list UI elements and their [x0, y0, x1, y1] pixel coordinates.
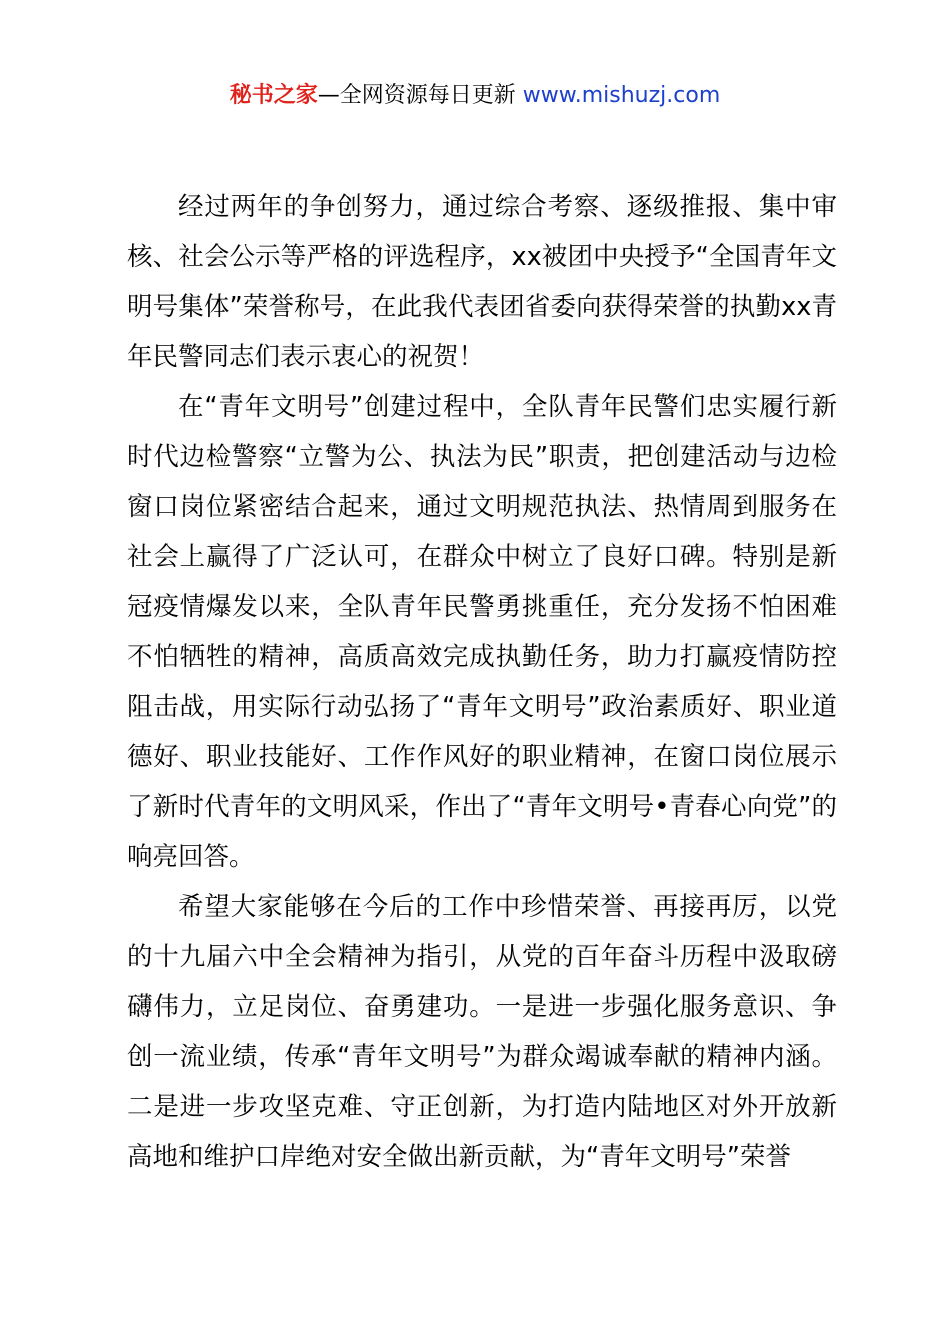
header-tagline: —全网资源每日更新	[317, 83, 516, 108]
paragraph-3: 希望大家能够在今后的工作中珍惜荣誉、再接再厉，以党的十九届六中全会精神为指引，从党的百年奋斗历程中汲取磅礴伟力，立足岗位、奋勇建功。一是进一步强化服务意识、争创一流业绩，传承“青年文明号”为群众竭诚奉献的精神内涵。二是进一步攻坚克难、守正创新，为打造内陆地区对外开放新高地和维护口岸绝对安全做出新贡献，为“青年文明号”荣誉	[127, 892, 837, 1172]
brand-name: 秘书之家	[229, 83, 318, 108]
paragraph-2: 在“青年文明号”创建过程中，全队青年民警们忠实履行新时代边检警察“立警为公、执法为民”职责，把创建活动与边检窗口岗位紧密结合起来，通过文明规范执法、热情周到服务在社会上赢得了广泛认可，在群众中树立了良好口碑。特别是新冠疫情爆发以来，全队青年民警勇挑重任，充分发扬不怕困难不怕牺牲的精神，高质高效完成执勤任务，助力打赢疫情防控阻击战，用实际行动弘扬了“青年文明号”政治素质好、职业道德好、职业技能好、工作作风好的职业精神，在窗口岗位展示了新时代青年的文明风采，作出了“青年文明号•青春心向党”的响亮回答。	[127, 392, 837, 872]
site-header	[0, 80, 950, 112]
paragraph-1: 经过两年的争创努力，通过综合考察、逐级推报、集中审核、社会公示等严格的评选程序，xx被团中央授予“全国青年文明号集体”荣誉称号，在此我代表团省委向获得荣誉的执勤xx青年民警同志们表示衷心的祝贺！	[127, 192, 837, 372]
site-url-link[interactable]: www.mishuzj.com	[522, 83, 721, 108]
document-body	[127, 182, 837, 1182]
